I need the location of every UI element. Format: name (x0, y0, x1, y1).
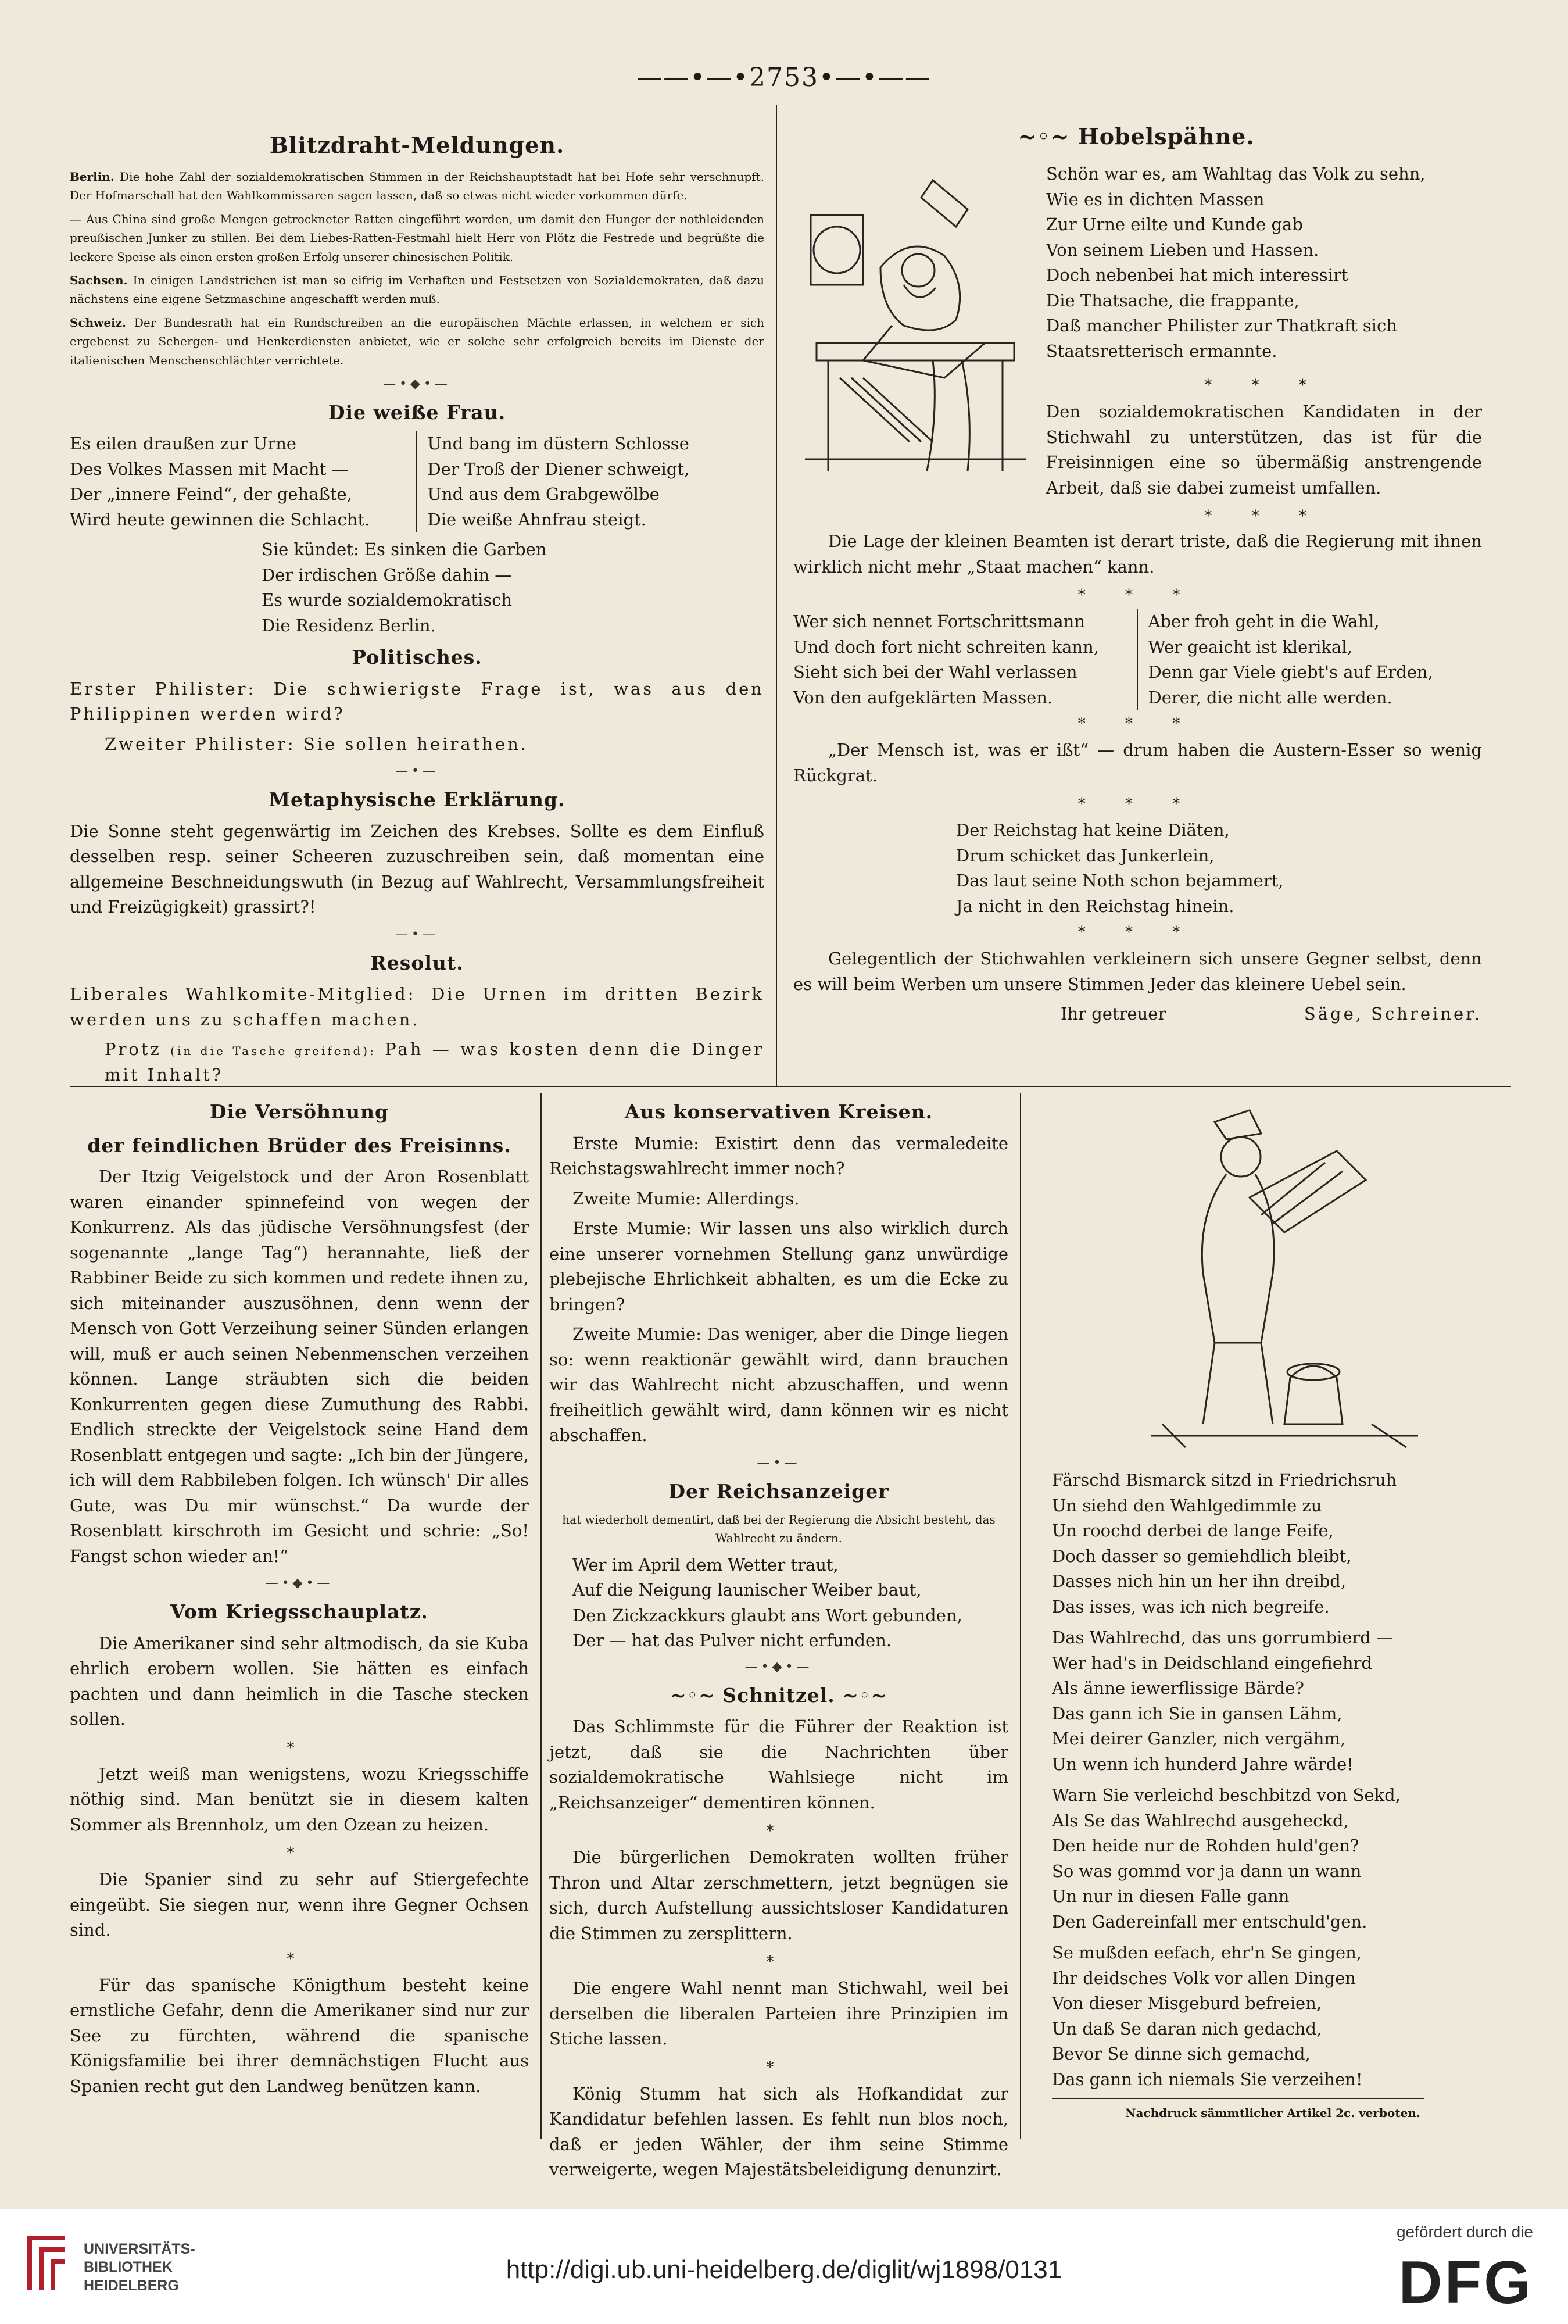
krieg-p4: Für das spanische Königthum besteht keine ernstliche Gefahr, denn die Amerikaner sind nur zur See zu fürchten, während die spanische Königsfamilie bei ihrer demnächstigen Flucht aus Spanien recht gut den Landweg benützen kann. (70, 1975, 529, 2096)
footer-bar (0, 2209, 1568, 2324)
dfg-logo: DFG (1398, 2249, 1533, 2316)
verse-line: Das isses, was ich nich begreife. (1052, 1596, 1330, 1617)
hobel-title-line: ~◦~ Hobelspähne. (1018, 123, 1255, 149)
asterisks: * * * (1077, 924, 1198, 941)
schweiz-text: Der Bundesrath hat ein Rundschreiben an die europäischen Mächte erlassen, in welchem er sich ergebenst zu Schergen- und Henkerdiensten anbietet, wie er solche sehr erfolgreich bereits im Dienste der italienischen Menschenschlächter verrichtete. (70, 315, 765, 367)
verse-line: Den Gadereinfall mer entschuld'gen. (1052, 1911, 1367, 1932)
frau-left (70, 431, 417, 532)
bottom-left-column (70, 1093, 529, 2104)
asterisks: * * * (1077, 715, 1198, 732)
resolut-p2: Pah — was kosten denn die Dinger mit Inhalt? (105, 1039, 765, 1085)
hobel-right (1138, 609, 1483, 710)
verse-line: Sie kündet: Es sinken die Garben (262, 539, 547, 560)
konserv-p3: Erste Mumie: Wir lassen uns also wirklich durch eine unserer vornehmen Stellung ganz unwürdige plebejische Ehrlichkeit abhalten, es um die Ecke zu bringen? (549, 1218, 1008, 1314)
frau-end (70, 537, 764, 638)
verse-line: Der Troß der Diener schweigt, (427, 459, 690, 479)
verse-line: Den heide nur de Rohden huld'gen? (1052, 1836, 1359, 1855)
ornament: —•◆•— (265, 1576, 334, 1590)
asterisks: * * * (1077, 587, 1198, 604)
konserv-p1: Erste Mumie: Existirt denn das vermaledeite Reichstagswahlrecht immer noch? (549, 1133, 1008, 1178)
ornament: —•— (395, 927, 439, 942)
verse-line: Wer sich nennet Fortschrittsmann (793, 612, 1085, 631)
asterisks: * * * (1204, 377, 1324, 394)
konserv-p4: Zweite Mumie: Das weniger, aber die Dinge liegen so: wenn reaktionär gewählt wird, dann brauchen wir das Wahlrecht nicht abzuschaffen, und wenn freiheitlich gewählt wird, dann können wir es nicht abschaffen. (549, 1324, 1008, 1445)
verse-line: Un siehd den Wahlgedimmle zu (1052, 1495, 1322, 1515)
hobel-verse-1 (1046, 162, 1488, 364)
verse-line: Wie es in dichten Massen (1046, 189, 1265, 209)
sachsen-tag: Sachsen. (70, 273, 128, 287)
blitz-block (70, 167, 764, 370)
verse-line: Die weiße Ahnfrau steigt. (427, 509, 646, 530)
verse-line: Un nur in diesen Falle gann (1052, 1886, 1290, 1906)
verse-line: Die Thatsache, die frappante, (1046, 290, 1299, 310)
stanza (1052, 1940, 1494, 2092)
resolut-title: Resolut. (370, 951, 464, 974)
reprint-notice: Nachdruck sämmtlicher Artikel 2c. verboten. (1125, 2106, 1420, 2120)
versoehn-title2: der feindlichen Brüder des Freisinns. (87, 1134, 511, 1157)
reichsanz-sub: hat wiederholt dementirt, daß bei der Regierung die Absicht besteht, das Wahlrecht zu ändern. (562, 1513, 996, 1546)
verse-line: Der — hat das Pulver nicht erfunden. (572, 1631, 892, 1651)
asterisks: * * * (1077, 795, 1198, 813)
verse-line: Mei deirer Ganzler, nich vergähm, (1052, 1729, 1346, 1749)
verse-line: Die Residenz Berlin. (262, 615, 436, 635)
verse-line: Drum schicket das Junkerlein, (956, 845, 1215, 866)
hobel-sign1: Ihr getreuer (1061, 1004, 1166, 1024)
verse-line: Aber froh geht in die Wahl, (1148, 612, 1380, 631)
hobel-p1-box (1046, 372, 1482, 530)
schnitzel-title-line: ~◦~ Schnitzel. ~◦~ (670, 1683, 887, 1707)
column-rule (776, 105, 777, 1087)
verse-line: Doch nebenbei hat mich interessirt (1046, 265, 1348, 285)
politisches-p2: Zweiter Philister: Sie sollen heirathen. (105, 734, 528, 754)
verse-line: Und doch fort nicht schreiten kann, (793, 637, 1099, 657)
uni-line3: HEIDELBERG (84, 2277, 179, 2294)
asterisk: * (287, 1739, 312, 1757)
verse-line: Se mußden eefach, ehr'n Se gingen, (1052, 1943, 1362, 1962)
page-number-line: ——•—•2753•—•—— (636, 63, 932, 92)
krieg-p1: Die Amerikaner sind sehr altmodisch, da sie Kuba ehrlich erobern wollen. Sie hätten es einfach pachten und dann heimlich in die Tasche stecken sollen. (70, 1633, 529, 1729)
verse-line: Und aus dem Grabgewölbe (427, 484, 660, 505)
sachsen-text: In einigen Landstrichen ist man so eifrig im Verhaften und Festsetzen von Sozialdemokraten, daß dazu nächstens eine eigene Setzmaschine angeschafft werden muß. (70, 273, 765, 306)
ornament: —•◆•— (744, 1659, 813, 1674)
bismarck-column (1052, 1468, 1494, 2122)
verse-line: Doch dasser so gemiehdlich bleibt, (1052, 1546, 1352, 1566)
page-number: 2753 (749, 63, 819, 92)
schnitzel-p2: Die bürgerlichen Demokraten wollten früher Thron und Altar zerschmettern, jetzt begnügen sie sich, durch Aufstellung aussichtsloser Kandidaturen die Stimmen zu zersplittern. (549, 1847, 1008, 1943)
hobel-sign2: Säge, Schreiner. (1304, 1004, 1482, 1024)
schnitzel-p1: Das Schlimmste für die Führer der Reaktion ist jetzt, daß sie die Nachrichten über sozialdemokratische Wahlsiege nicht im „Reichsanzeiger“ dementiren können. (549, 1717, 1008, 1812)
verse-line: Es eilen draußen zur Urne (70, 434, 297, 454)
ornament: —•— (395, 764, 439, 779)
verse-line: Von dieser Misgeburd befreien, (1052, 1993, 1322, 2013)
ornament: —•◆•— (383, 376, 451, 391)
verse-line: Un daß Se daran nich gedachd, (1052, 2018, 1322, 2039)
hobel-title: Hobelspähne. (1077, 123, 1255, 149)
krieg-title: Vom Kriegsschauplatz. (170, 1600, 428, 1623)
hobel-p1: Den sozialdemokratischen Kandidaten in der Stichwahl zu unterstützen, das ist für die Freisinnigen eine so übermäßig anstrengende Arbeit, daß sie dabei zumeist umfallen. (1046, 402, 1482, 498)
bottom-middle-column (549, 1093, 1008, 2187)
uni-line1: UNIVERSITÄTS- (84, 2241, 195, 2257)
resolut-aside: (in die Tasche greifend): (170, 1044, 376, 1059)
verse-line: Bevor Se dinne sich gemachd, (1052, 2044, 1311, 2064)
meta-title: Metaphysische Erklärung. (269, 788, 565, 811)
ornament: —•— (757, 1455, 801, 1470)
hobel-p3: „Der Mensch ist, was er ißt“ — drum haben die Austern-Esser so wenig Rückgrat. (793, 740, 1482, 785)
asterisk: * (766, 1822, 792, 1840)
asterisk: * (287, 1844, 312, 1862)
meta-text: Die Sonne steht gegenwärtig im Zeichen des Krebses. Sollte es dem Einfluß desselben resp. seiner Scheeren zuzuschreiben sein, daß momentan eine allgemeine Beschneidungswuth (in Bezug auf Wahlrecht, Versammlungsfreiheit und Freizügigkeit) grassirt?! (70, 821, 764, 917)
verse-line: Den Zickzackkurs glaubt ans Wort gebunden, (572, 1605, 962, 1625)
politisches-title: Politisches. (352, 646, 482, 669)
konserv-title: Aus konservativen Kreisen. (624, 1100, 933, 1123)
asterisk: * (287, 1950, 312, 1968)
asterisk: * (766, 1953, 792, 1971)
krieg-p3: Die Spanier sind zu sehr auf Stiergefechte eingeübt. Sie siegen nur, wenn ihre Gegner Ochsen sind. (70, 1869, 529, 1940)
verse-line: Von den aufgeklärten Massen. (793, 687, 1053, 707)
verse-line: Es wurde sozialdemokratisch (262, 590, 513, 610)
verse-line: Der „innere Feind“, der gehaßte, (70, 484, 352, 505)
carpenter-illustration (793, 169, 1037, 482)
berlin-text: Die hohe Zahl der sozialdemokratischen Stimmen in der Reichshauptstadt hat bei Hofe sehr verschnupft. Der Hofmarschall hat den Wahlkommissaren sagen lassen, daß so etwas nicht wieder vorkommen dürfe. (70, 170, 764, 203)
verse-line: Das gann ich Sie in gansen Lähm, (1052, 1703, 1343, 1724)
blitz-title: Blitzdraht-Meldungen. (269, 132, 565, 158)
verse-line: Als änne iewerflissige Bärde? (1052, 1678, 1304, 1698)
reichsanz-verse (549, 1553, 1008, 1654)
asterisk: * (766, 2058, 792, 2076)
frau-verses (70, 431, 764, 532)
reichsanz-title: Der Reichsanzeiger (668, 1479, 889, 1503)
stanza (1052, 1625, 1494, 1777)
bismarck-verses (1052, 1468, 1494, 2092)
bismarck-drawing (1116, 1099, 1441, 1459)
schnitzel-title: Schnitzel. (722, 1683, 835, 1707)
verse-line: Denn gar Viele giebt's auf Erden, (1148, 662, 1433, 682)
asterisks: * * * (1204, 507, 1324, 525)
schnitzel-p4: König Stumm hat sich als Hofkandidat zur Kandidatur befehlen lassen. Es fehlt nun blos noch, daß er jeden Wähler, der ihm seine Stimme verweigerte, wegen Majestätsbeleidigung denunzirt. (549, 2083, 1008, 2180)
verse-line: Des Volkes Massen mit Macht — (70, 459, 349, 479)
hobel-lower (793, 529, 1482, 1027)
verse-line: Das Wahlrechd, das uns gorrumbierd — (1052, 1628, 1394, 1647)
schnitzel-p3: Die engere Wahl nennt man Stichwahl, weil bei derselben die liberalen Parteien ihre Prinzipien im Stiche lassen. (549, 1978, 1008, 2049)
left-top-column (70, 125, 764, 1092)
carpenter-drawing (793, 169, 1037, 482)
hobel-column (793, 116, 1479, 159)
stanza (1052, 1468, 1494, 1619)
verse-line: Daß mancher Philister zur Thatkraft sich (1046, 316, 1397, 335)
hobel-p2: Die Lage der kleinen Beamten ist derart triste, daß die Regierung mit ihnen wirklich nicht mehr „Staat machen“ kann. (793, 531, 1482, 577)
versoehn-title1: Die Versöhnung (209, 1100, 389, 1123)
resolut-protz: Protz (105, 1039, 162, 1060)
verse-line: Un wenn ich hunderd Jahre wärde! (1052, 1754, 1354, 1774)
verse-line: Ihr deidsches Volk vor allen Dingen (1052, 1968, 1356, 1988)
verse-line: Färschd Bismarck sitzd in Friedrichsruh (1052, 1470, 1397, 1490)
funding-note: gefördert durch die (1396, 2223, 1533, 2241)
verse-line: Wer geaicht ist klerikal, (1148, 637, 1352, 657)
divider (1052, 2098, 1424, 2099)
versoehn-text: Der Itzig Veigelstock und der Aron Rosenblatt waren einander spinnefeind von wegen der Konkurrenz. Als das jüdische Versöhnungsfest (der sogenannte „lange Tag“) herannahte, ließ der Rabbiner Beide zu sich kommen und redete ihnen zu, sich miteinander auszusöhnen, denn wenn der Mensch von Gott Verzeihung seiner Sünden erlangen will, muß er auch seinen Nebenmenschen verzeihen können. Lange sträubten sich die beiden Konkurrenten gegen diese Zumuthung des Rabbi. Endlich streckte der Veigelstock seine Hand dem Rosenblatt entgegen und sagte: „Ich bin der Jüngere, ich will dem Rabbileben folgen. Ich wünsch' Dir alles Gute, was Du mir wünschst.“ Da wurde der Rosenblatt kirschroth im Gesicht und schrie: „So! Fangst schon wieder an!“ (70, 1167, 529, 1566)
resolut-p1: Liberales Wahlkomite-Mitglied: Die Urnen im dritten Bezirk werden uns zu schaffen machen. (70, 984, 764, 1029)
verse-line: Schön war es, am Wahltag das Volk zu sehn, (1046, 164, 1426, 184)
source-url[interactable]: http://digi.ub.uni-heidelberg.de/diglit/wj1898/0131 (506, 2255, 1062, 2284)
verse-line: Ja nicht in den Reichstag hinein. (956, 896, 1234, 916)
verse-line: Auf die Neigung launischer Weiber baut, (572, 1580, 922, 1600)
verse-line: Derer, die nicht alle werden. (1148, 687, 1392, 707)
schweiz-tag: Schweiz. (70, 315, 127, 330)
bismarck-illustration (1116, 1099, 1441, 1459)
verse-line: Wer im April dem Wetter traut, (572, 1554, 839, 1575)
verse-line: Von seinem Lieben und Hassen. (1046, 239, 1319, 260)
verse-line: Das laut seine Noth schon bejammert, (956, 871, 1284, 891)
uni-line2: BIBLIOTHEK (84, 2259, 173, 2276)
column-rule (540, 1093, 542, 2139)
hobel-left (793, 609, 1138, 710)
verse-line: Wird heute gewinnen die Schlacht. (70, 509, 370, 530)
frau-title: Die weiße Frau. (328, 401, 506, 424)
hobel-p4: Gelegentlich der Stichwahlen verkleinern sich unsere Gegner selbst, denn es will beim Werben um unsere Stimmen Jeder das kleinere Uebel sein. (793, 949, 1482, 994)
politisches-p1: Erster Philister: Die schwierigste Frage ist, was aus den Philippinen werden wird? (70, 678, 764, 724)
verse-line: Un roochd derbei de lange Feife, (1052, 1521, 1334, 1540)
verse-line: So was gommd vor ja dann un wann (1052, 1861, 1362, 1881)
verse-line: Und bang im düstern Schlosse (427, 434, 689, 454)
verse-line: Dasses nich hin un her ihn dreibd, (1052, 1571, 1347, 1591)
verse-line: Sieht sich bei der Wahl verlassen (793, 662, 1077, 682)
frau-right (417, 431, 765, 532)
berlin-tag: Berlin. (70, 170, 114, 184)
column-rule (1020, 1093, 1021, 2139)
konserv-p2: Zweite Mumie: Allerdings. (572, 1188, 800, 1209)
stanza (1052, 1783, 1494, 1935)
verse-line: Der Reichstag hat keine Diäten, (956, 820, 1230, 840)
hobel-two-col (793, 609, 1482, 710)
verse-line: Das gann ich niemals Sie verzeihen! (1052, 2069, 1363, 2089)
verse-line: Staatsretterisch ermannte. (1046, 341, 1277, 361)
hobel-verse-3 (793, 818, 1482, 919)
verse-line: Wer had's in Deidschland eingefiehrd (1052, 1653, 1372, 1673)
verse-line: Zur Urne eilte und Kunde gab (1046, 214, 1303, 234)
krieg-p2: Jetzt weiß man wenigstens, wozu Kriegsschiffe nöthig sind. Man benützt sie in diesem kalten Sommer als Brennholz, um den Ozean zu heizen. (70, 1764, 529, 1835)
verse-line: Der irdischen Größe dahin — (262, 564, 512, 585)
china-text: — Aus China sind große Mengen getrockneter Ratten eingeführt worden, um damit den Hunger der nothleidenden preußischen Junker zu stillen. Bei dem Liebes-Ratten-Festmahl hielt Herr von Plötz die Festrede und begrüßte die leckere Speise als einen ersten großen Erfolg unserer chinesischen Politik. (70, 212, 764, 264)
verse-line: Warn Sie verleichd beschbitzd von Sekd, (1052, 1785, 1401, 1805)
verse-line: Als Se das Wahlrechd ausgeheckd, (1052, 1810, 1349, 1830)
